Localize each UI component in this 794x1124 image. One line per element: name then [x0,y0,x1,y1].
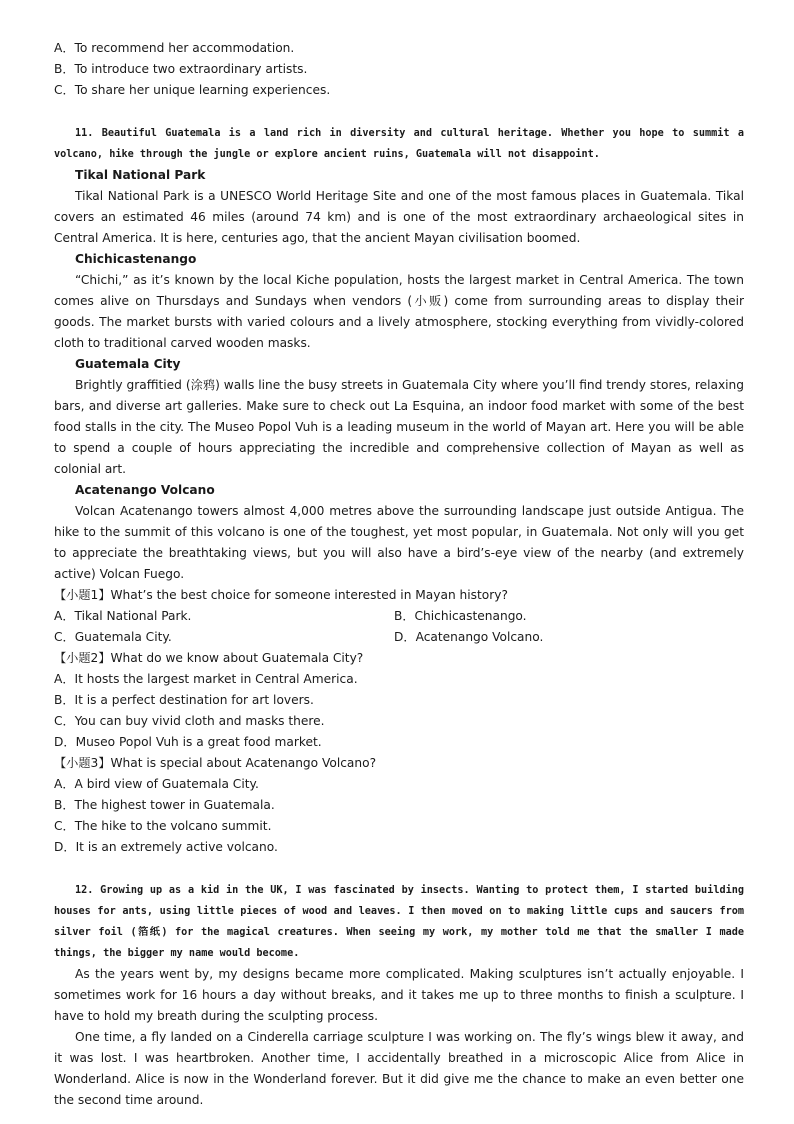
section-heading-chichicastenango: Chichicastenango [75,252,197,266]
sub3-option-a: A．A bird view of Guatemala City. [54,777,259,791]
question-12 [54,880,744,1111]
previous-question-options [54,38,744,101]
q11-intro: 11. Beautiful Guatemala is a land rich in diversity and cultural heritage. Whether you hope to summit a volcano, hike through the jungle or explore ancient ruins, Guatemala will not disappoint. [54,128,744,160]
sub1-options-row-1 [54,606,744,627]
sub-question-1: 【小题1】What’s the best choice for someone interested in Mayan history? [54,588,508,602]
sub1-options-row-2 [54,627,744,648]
section-body-guatemala-city: Brightly graffitied (涂鸦) walls line the busy streets in Guatemala City where you’ll find trendy stores, relaxing bars, and diverse art galleries. Make sure to check out La Esquina, an indoor food market with some of the best food stalls in the city. The Museo Popol Vuh is a leading museum in the world of Mayan art. Here you will be able to spend a couple of hours appreciating the incredible and comprehensive collection of Mayan as well as colonial art. [54,378,744,476]
sub2-option-d: D．Museo Popol Vuh is a great food market. [54,735,322,749]
option-c: C．To share her unique learning experiences. [54,83,331,97]
q12-paragraph-2: One time, a fly landed on a Cinderella carriage sculpture I was working on. The fly’s wings blew it away, and it was lost. I was heartbroken. Another time, I accidentally breathed in a microscopic Alice from Alice in Wonderland. Alice is now in the Wonderland forever. But it did give me the chance to make an even better one the second time around. [54,1030,744,1107]
option-a: A．To recommend her accommodation. [54,41,295,55]
sub3-option-d: D．It is an extremely active volcano. [54,840,278,854]
sub2-option-a: A．It hosts the largest market in Central America. [54,672,358,686]
section-body-acatenango: Volcan Acatenango towers almost 4,000 metres above the surrounding landscape just outside Antigua. The hike to the summit of this volcano is one of the toughest, yet most popular, in Guatemala. Not only will you get to appreciate the breathtaking views, but you will also have a bird’s-eye view of the nearby (and extremely active) Volcan Fuego. [54,504,744,581]
sub3-option-b: B．The highest tower in Guatemala. [54,798,275,812]
q12-paragraph-1: As the years went by, my designs became more complicated. Making sculptures isn’t actually enjoyable. I sometimes work for 16 hours a day without breaks, and it takes me up to three months to finish a sculpture. I have to hold my breath during the sculpting process. [54,967,744,1023]
sub-question-2: 【小题2】What do we know about Guatemala City? [54,651,364,665]
section-heading-guatemala-city: Guatemala City [75,357,181,371]
question-11 [54,123,744,858]
sub1-option-a: A．Tikal National Park. [54,609,192,623]
option-b: B．To introduce two extraordinary artists. [54,62,308,76]
section-heading-tikal: Tikal National Park [75,168,206,182]
sub1-option-b: B．Chichicastenango. [394,609,527,623]
section-body-chichicastenango: “Chichi,” as it’s known by the local Kiche population, hosts the largest market in Central America. The town comes alive on Thursdays and Sundays when vendors (小贩) come from surrounding areas to display their goods. The market bursts with varied colours and a lively atmosphere, stocking everything from vividly-colored cloth to traditional carved wooden masks. [54,273,744,350]
sub3-option-c: C．The hike to the volcano summit. [54,819,272,833]
sub1-option-c: C．Guatemala City. [54,630,172,644]
sub1-option-d: D．Acatenango Volcano. [394,630,544,644]
section-body-tikal: Tikal National Park is a UNESCO World Heritage Site and one of the most famous places in Guatemala. Tikal covers an estimated 46 miles (around 74 km) and is one of the most extraordinary archaeological sites in Central America. It is here, centuries ago, that the ancient Mayan civilisation boomed. [54,189,744,245]
sub2-option-c: C．You can buy vivid cloth and masks there. [54,714,325,728]
exam-page [54,38,744,1111]
section-heading-acatenango: Acatenango Volcano [75,483,215,497]
sub-question-3: 【小题3】What is special about Acatenango Volcano? [54,756,377,770]
q12-intro: 12. Growing up as a kid in the UK, I was fascinated by insects. Wanting to protect them, I started building houses for ants, using little pieces of wood and leaves. I then moved on to making little cups and saucers from silver foil (箔纸) for the magical creatures. When seeing my work, my mother told me that the smaller I made things, the bigger my name would become. [54,885,744,959]
sub2-option-b: B．It is a perfect destination for art lovers. [54,693,314,707]
